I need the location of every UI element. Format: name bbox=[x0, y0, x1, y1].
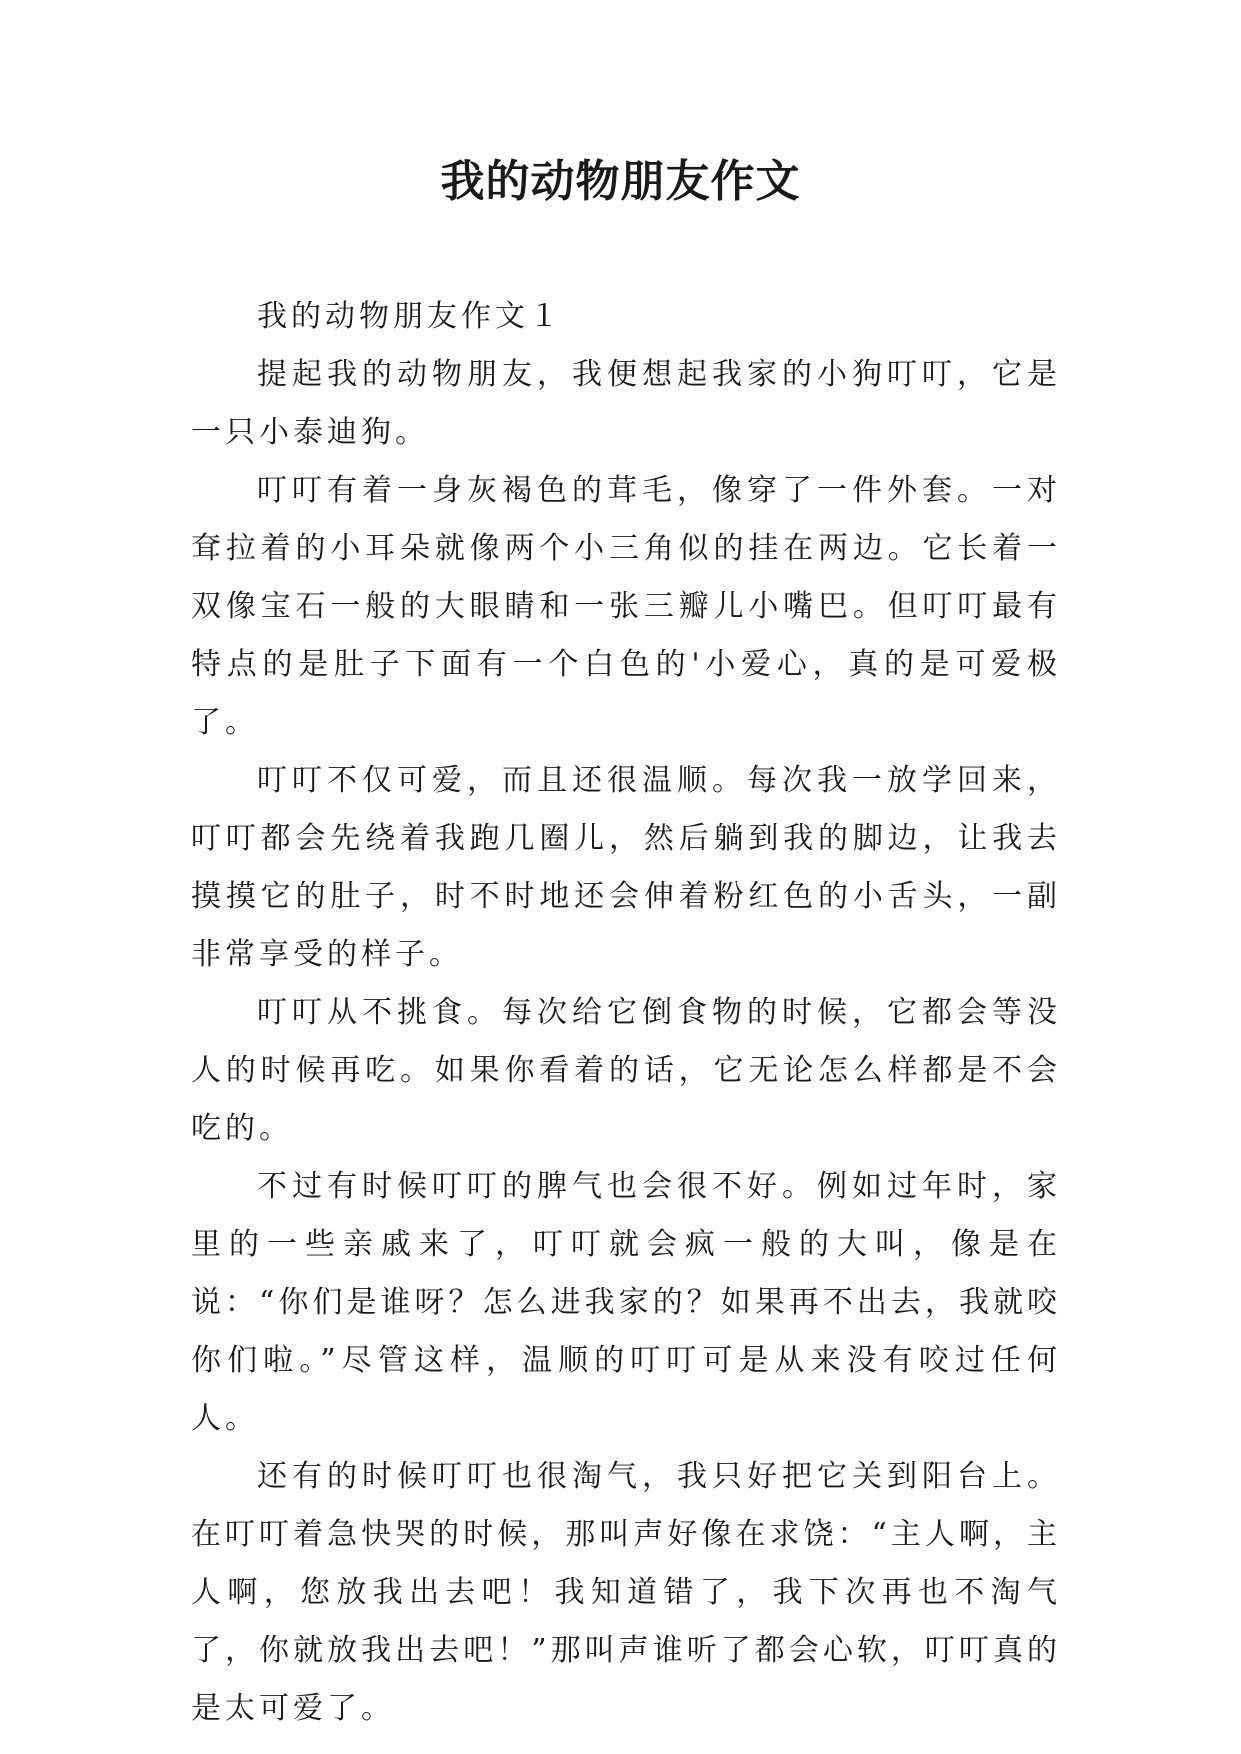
paragraph-1: 提起我的动物朋友，我便想起我家的小狗叮叮，它是一只小泰迪狗。 bbox=[191, 357, 1061, 450]
paragraph-2: 叮叮有着一身灰褐色的茸毛，像穿了一件外套。一对耷拉着的小耳朵就像两个小三角似的挂在两边。它长着一双像宝石一般的大眼睛和一张三瓣儿小嘴巴。但叮叮最有特点的是肚子下面有一个白色的'小爱心，真的是可爱极了。 bbox=[191, 473, 1061, 740]
paragraph-6: 还有的时候叮叮也很淘气，我只好把它关到阳台上。在叮叮着急快哭的时候，那叫声好像在求饶：“主人啊，主人啊，您放我出去吧！我知道错了，我下次再也不淘气了，你就放我出去吧！”那叫声谁听了都会心软，叮叮真的是太可爱了。 bbox=[191, 1459, 1061, 1726]
paragraph-5: 不过有时候叮叮的脾气也会很不好。例如过年时，家里的一些亲戚来了，叮叮就会疯一般的大叫，像是在说：“你们是谁呀？怎么进我家的？如果再不出去，我就咬你们啦。”尽管这样，温顺的叮叮可是从来没有咬过任何人。 bbox=[191, 1169, 1061, 1436]
paragraph-3: 叮叮不仅可爱，而且还很温顺。每次我一放学回来，叮叮都会先绕着我跑几圈儿，然后躺到我的脚边，让我去摸摸它的肚子，时不时地还会伸着粉红色的小舌头，一副非常享受的样子。 bbox=[191, 763, 1061, 972]
document-title: 我的动物朋友作文 bbox=[440, 156, 801, 207]
essay-subheading: 我的动物朋友作文１ bbox=[257, 299, 563, 334]
paragraph-4: 叮叮从不挑食。每次给它倒食物的时候，它都会等没人的时候再吃。如果你看着的话，它无论怎么样都是不会吃的。 bbox=[191, 995, 1061, 1146]
document-body bbox=[191, 288, 1061, 1738]
